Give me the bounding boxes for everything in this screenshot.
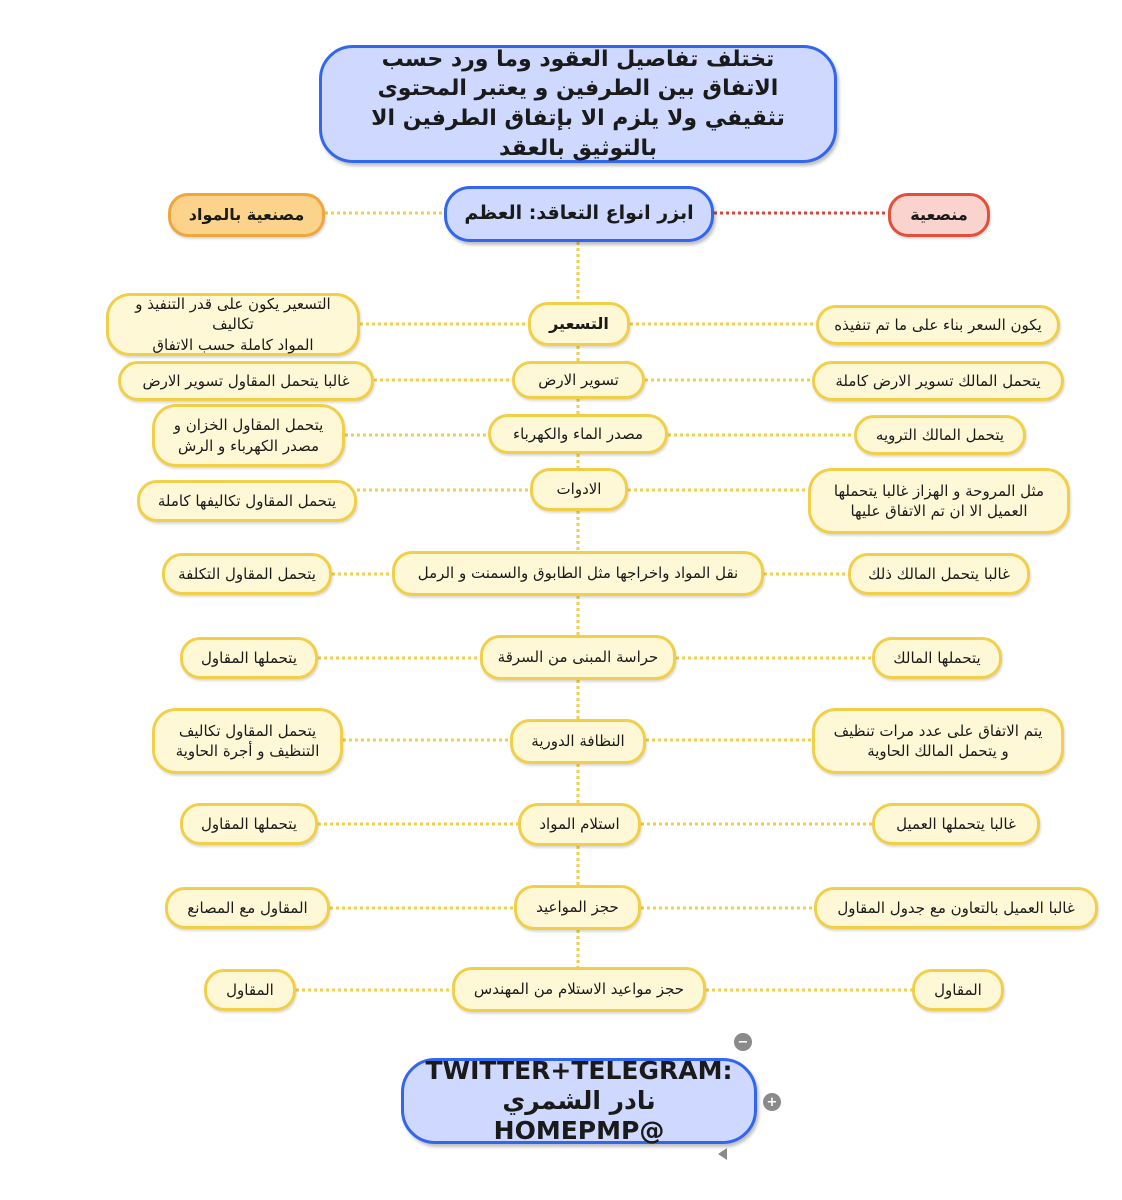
right-water-electricity: يتحمل المالك الترويه bbox=[854, 415, 1026, 455]
left-booking-appointments: المقاول مع المصانع bbox=[165, 887, 330, 929]
right-materials-receiving: غالبا يتحملها العميل bbox=[872, 803, 1040, 845]
right-periodic-cleaning bbox=[812, 708, 1064, 774]
item-land-fencing: تسوير الارض bbox=[512, 361, 645, 399]
item-booking-appointments: حجز المواعيد bbox=[514, 885, 641, 930]
item-materials-transport: نقل المواد واخراجها مثل الطابوق والسمنت و الرمل bbox=[392, 551, 764, 596]
author-handle: نادر الشمري @HOMEPMP bbox=[493, 1086, 665, 1145]
item-site-security: حراسة المبنى من السرقة bbox=[480, 635, 676, 680]
resize-handle-icon[interactable] bbox=[718, 1148, 727, 1160]
left-tools: يتحمل المقاول تكاليفها كاملة bbox=[137, 480, 357, 522]
item-periodic-cleaning: النظافة الدورية bbox=[510, 719, 646, 764]
expand-plus-icon[interactable]: + bbox=[763, 1093, 781, 1111]
left-materials-transport: يتحمل المقاول التكلفة bbox=[162, 553, 332, 595]
title-line-1: تختلف تفاصيل العقود وما ورد حسب bbox=[381, 46, 775, 72]
item-pricing: التسعير bbox=[528, 302, 630, 346]
type-labor-with-materials: مصنعية بالمواد bbox=[168, 193, 325, 237]
left-periodic-cleaning bbox=[152, 708, 343, 774]
left-land-fencing: غالبا يتحمل المقاول تسوير الارض bbox=[118, 361, 374, 401]
central-topic: ابزر انواع التعاقد: العظم bbox=[444, 186, 714, 242]
title-line-2: الاتفاق بين الطرفين و يعتبر المحتوى bbox=[377, 76, 779, 102]
right-engineer-inspection-booking: المقاول bbox=[912, 969, 1004, 1011]
item-tools: الادوات bbox=[530, 468, 628, 511]
left-water-electricity bbox=[152, 404, 345, 467]
left-engineer-inspection-booking: المقاول bbox=[204, 969, 296, 1011]
title-line-3: تثقيفي ولا يلزم الا بإتفاق الطرفين الا بالتوثيق بالعقد bbox=[371, 106, 785, 161]
left-pricing-line-1: التسعير يكون على قدر التنفيذ و تكاليف bbox=[135, 295, 331, 334]
social-handle-box bbox=[401, 1058, 757, 1144]
collapse-toggle-icon[interactable]: − bbox=[734, 1033, 752, 1051]
right-periodic-cleaning-line-1: يتم الاتفاق على عدد مرات تنظيف bbox=[833, 721, 1043, 740]
left-periodic-cleaning-line-1: يتحمل المقاول تكاليف bbox=[178, 721, 317, 740]
right-pricing: يكون السعر بناء على ما تم تنفيذه bbox=[816, 305, 1060, 345]
item-water-electricity: مصدر الماء والكهرباء bbox=[488, 414, 668, 454]
item-engineer-inspection-booking: حجز مواعيد الاستلام من المهندس bbox=[452, 967, 706, 1012]
left-periodic-cleaning-line-2: التنظيف و أجرة الحاوية bbox=[175, 742, 320, 760]
right-booking-appointments: غالبا العميل بالتعاون مع جدول المقاول bbox=[814, 887, 1098, 929]
left-pricing bbox=[106, 293, 360, 356]
left-materials-receiving: يتحملها المقاول bbox=[180, 803, 318, 845]
right-site-security: يتحملها المالك bbox=[872, 637, 1002, 679]
left-site-security: يتحملها المقاول bbox=[180, 637, 318, 679]
left-water-electricity-line-1: يتحمل المقاول الخزان و bbox=[173, 416, 324, 435]
right-periodic-cleaning-line-2: و يتحمل المالك الحاوية bbox=[867, 742, 1009, 760]
item-materials-receiving: استلام المواد bbox=[518, 803, 641, 846]
right-tools-line-1: مثل المروحة و الهزاز غالبا يتحملها bbox=[833, 481, 1045, 500]
right-land-fencing: يتحمل المالك تسوير الارض كاملة bbox=[812, 361, 1064, 401]
right-tools bbox=[808, 468, 1070, 534]
left-pricing-line-2: المواد كاملة حسب الاتفاق bbox=[152, 335, 314, 354]
social-platforms: TWITTER+TELEGRAM: bbox=[425, 1056, 733, 1085]
type-labor-only: منصعية bbox=[888, 193, 990, 237]
left-water-electricity-line-2: مصدر الكهرباء و الرش bbox=[177, 436, 320, 455]
right-materials-transport: غالبا يتحمل المالك ذلك bbox=[848, 553, 1030, 595]
right-tools-line-2: العميل الا ان تم الاتفاق عليها bbox=[850, 502, 1028, 520]
disclaimer-title bbox=[319, 45, 837, 163]
